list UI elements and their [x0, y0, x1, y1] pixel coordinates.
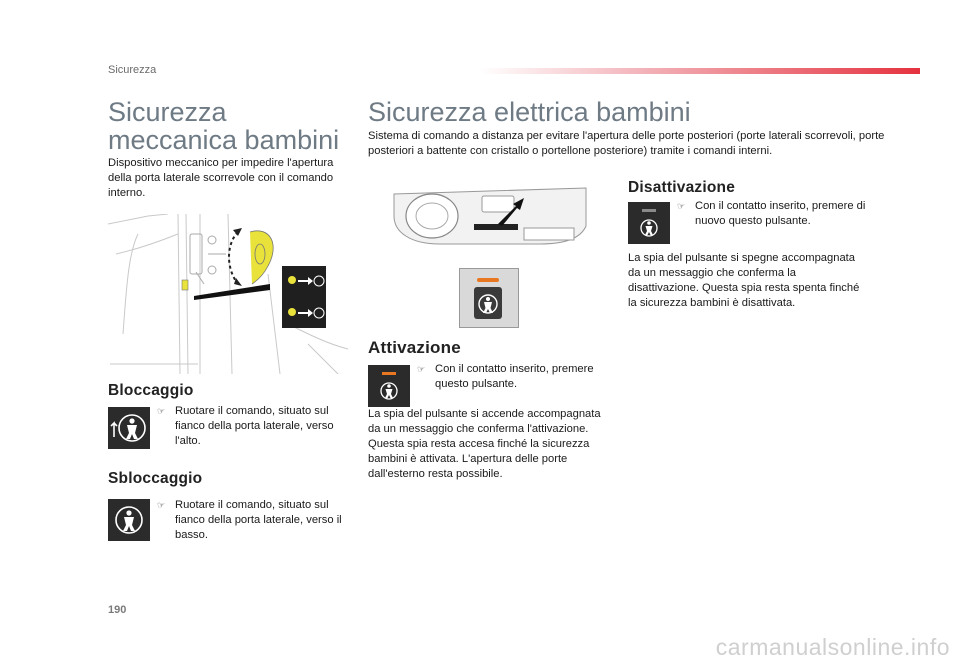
dashboard-illustration: [390, 184, 590, 246]
left-intro: Dispositivo meccanico per impedire l'apertura della porta laterale scorrevole con il comando interno.: [108, 157, 334, 199]
unlock-instruction-text: Ruotare il comando, situato sul fianco della porta laterale, verso il basso.: [175, 499, 342, 541]
door-lock-drawing: [108, 214, 348, 374]
child-lock-icon: [628, 202, 670, 244]
finger-pointing-icon: ☞: [157, 500, 166, 510]
left-title-line1: Sicurezza: [108, 97, 227, 127]
right-title: Sicurezza elettrica bambini: [368, 97, 691, 127]
lock-label-panel: [282, 266, 326, 328]
activation-button-closeup: [459, 268, 519, 328]
section-label: Sicurezza: [108, 64, 157, 76]
left-title: [108, 98, 348, 154]
header-accent-bar: [480, 68, 920, 74]
deactivation-instruction: [677, 199, 873, 229]
right-intro: Sistema di comando a distanza per evitare l'apertura delle porte posteriori (porte laterali scorrevoli, porte posteriori a battente con cristallo o portellone posteriore) tramite i comandi interni.: [368, 130, 885, 157]
deactivation-description: La spia del pulsante si spegne accompagnata da un messaggio che conferma la disattivazione. Questa spia resta spenta finché la sicurezza bambini è disattivata.: [628, 252, 860, 309]
lock-instruction: [157, 404, 349, 449]
indicator-light-on: [477, 278, 499, 282]
unlock-instruction: [157, 498, 349, 543]
activation-button-icon: [368, 365, 410, 407]
activation-instruction-text: Con il contatto inserito, premere questo pulsante.: [435, 363, 594, 390]
deactivation-heading: Disattivazione: [628, 179, 736, 196]
unlock-heading: Sbloccaggio: [108, 470, 203, 487]
door-lock-illustration: [108, 214, 348, 374]
finger-pointing-icon: ☞: [417, 364, 426, 374]
deactivation-button-icon: [628, 202, 670, 244]
lock-instruction-text: Ruotare il comando, situato sul fianco della porta laterale, verso l'alto.: [175, 405, 334, 447]
activation-heading: Attivazione: [368, 338, 461, 357]
activation-description: La spia del pulsante si accende accompagnata da un messaggio che conferma l'attivazione. Questa spia resta accesa finché la sicurezza bambini è attivata. L'apertura delle porte dall'esterno resta possibile.: [368, 408, 601, 480]
finger-pointing-icon: ☞: [677, 201, 686, 211]
deactivation-instruction-text: Con il contatto inserito, premere di nuovo questo pulsante.: [695, 200, 866, 227]
lock-heading: Bloccaggio: [108, 382, 194, 399]
finger-pointing-icon: ☞: [157, 406, 166, 416]
left-title-line2: meccanica bambini: [108, 125, 340, 155]
lock-child-icon: [108, 407, 150, 449]
page-number: 190: [108, 604, 127, 616]
child-lock-icon: [368, 365, 410, 407]
activation-instruction: [417, 362, 603, 392]
child-lock-icon: [474, 287, 502, 319]
unlock-child-icon: [108, 499, 150, 541]
watermark: carmanualsonline.info: [715, 634, 950, 660]
